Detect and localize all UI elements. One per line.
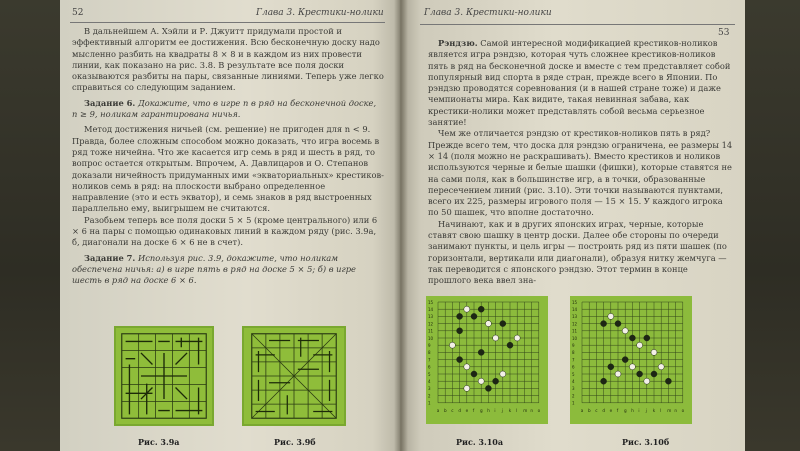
left-running-head: Глава 3. Крестики-нолики bbox=[256, 8, 384, 18]
left-page-number: 52 bbox=[72, 8, 84, 18]
left-paragraph-2: Метод достижения ничьей (см. решение) не пригоден для n < 9. Правда, более сложным способом можно доказать, что игра восемь в ряд тоже ничейна. Что же касается игр семь в ряд и шесть в ряд, то вопрос остается открытым. Впрочем, А. Давлицаров и О. Степанов доказали ничейность придуманных ими «экваториальных» крестиков-ноликов семь в ряд: на плоскости выбрано определенное направление (это и есть экватор), и семь знаков в ряд выстроенных параллельно ему, выигрышем не считаются. bbox=[72, 124, 384, 214]
go-b-row-label: 10 bbox=[572, 335, 578, 341]
go-b-row-label: 12 bbox=[572, 321, 578, 327]
go-b-col-label: d bbox=[602, 407, 606, 413]
go-a-col-label: c bbox=[451, 407, 454, 413]
go-a-row-label: 4 bbox=[428, 379, 431, 384]
figure-3-9b-board bbox=[242, 326, 346, 426]
go-a-row-label: 6 bbox=[428, 364, 431, 370]
go-a-white-stone bbox=[478, 378, 484, 384]
renju-label: Рэндзю. bbox=[438, 38, 478, 48]
right-text-block bbox=[428, 38, 733, 287]
renju-paragraph-1 bbox=[428, 38, 733, 128]
go-b-col-label: c bbox=[595, 407, 598, 413]
go-a-row-label: 15 bbox=[428, 299, 434, 305]
go-a-black-stone bbox=[457, 313, 463, 319]
go-b-row-label: 13 bbox=[572, 314, 578, 320]
go-a-white-stone bbox=[500, 371, 506, 377]
left-page bbox=[60, 0, 400, 451]
go-b-col-label: l bbox=[660, 407, 662, 413]
go-b-row-label: 4 bbox=[572, 379, 575, 384]
go-b-row-label: 3 bbox=[572, 386, 575, 392]
go-b-col-label: g bbox=[624, 407, 627, 413]
left-paragraph-1: В дальнейшем А. Хэйли и Р. Джуитт придумали простой и эффективный алгоритм ее достижения. Всю бесконечную доску надо мысленно разбить на квадраты 8 × 8 и в каждом из них провести линии, как показано на рис. 3.8. В результате все поля доски оказываются разбиты на пары, связанные линиями. Теперь уже легко справиться со следующим заданием. bbox=[72, 26, 384, 93]
go-b-col-label: i bbox=[638, 407, 640, 413]
go-b-row-label: 15 bbox=[572, 299, 578, 305]
go-b-row-label: 14 bbox=[572, 307, 578, 312]
go-a-col-label: n bbox=[530, 407, 534, 413]
go-b-col-label: a bbox=[580, 407, 584, 413]
go-b-white-stone bbox=[629, 364, 635, 370]
go-a-col-label: a bbox=[436, 407, 440, 413]
go-b-black-stone bbox=[615, 321, 621, 327]
go-a-row-label: 14 bbox=[428, 307, 434, 312]
go-a-white-stone bbox=[449, 342, 455, 348]
go-a-row-label: 1 bbox=[428, 400, 431, 406]
renju-paragraph-2: Чем же отличается рэндзю от крестиков-ноликов пять в ряд? Прежде всего тем, что доска для рэндзю ограничена, ее размеры 14 × 14 (поля можно не раскрашивать). Вместо крестиков и ноликов используются черные и белые шашки (фишки), которые ставятся не на сами поля, как в большинстве игр, а в точки, образованные пересечением линий (рис. 3.10). Эти точки называются пунктами, всего их 225, размеры игрового поля — 15 × 15. У каждого игрока по 50 шашек, что вполне достаточно. bbox=[428, 128, 733, 218]
go-b-black-stone bbox=[608, 364, 614, 370]
go-a-white-stone bbox=[464, 306, 470, 312]
figure-3-10b-board bbox=[570, 296, 692, 424]
right-page bbox=[400, 0, 745, 451]
renju-paragraph-3: Начинают, как и в других японских играх, черные, которые ставят свою шашку в центр доски. Далее обе стороны по очереди занимают пункты, и цель игры — построить ряд из пяти шашек (по горизонтали, вертикали или диагонали), образуя нитку жемчуга — так переводится с японского рэндзю. Этот термин в конце прошлого века ввел зна- bbox=[428, 218, 727, 286]
go-a-col-label: k bbox=[508, 407, 512, 413]
go-b-white-stone bbox=[644, 378, 650, 384]
figure-3-9a-drawing bbox=[116, 328, 212, 424]
go-a-row-label: 9 bbox=[428, 343, 431, 348]
go-a-col-label: m bbox=[523, 407, 528, 413]
go-b-white-stone bbox=[651, 349, 657, 355]
figure-3-9a-caption: Рис. 3.9а bbox=[138, 437, 180, 447]
go-a-white-stone bbox=[464, 364, 470, 370]
figure-3-9a-board bbox=[114, 326, 214, 426]
go-b-col-label: j bbox=[645, 407, 647, 413]
go-b-black-stone bbox=[622, 357, 628, 363]
go-a-row-label: 2 bbox=[428, 393, 431, 399]
go-b-col-label: k bbox=[652, 407, 656, 413]
figure-3-9b-drawing bbox=[244, 328, 344, 424]
go-b-col-label: b bbox=[588, 407, 591, 413]
go-a-col-label: o bbox=[537, 407, 541, 413]
left-paragraph-3: Разобьем теперь все поля доски 5 × 5 (кроме центрального) или 6 × 6 на пары с помощью одинаковых линий в каждом ряду (рис. 3.9а, б, диагонали на доске 6 × 6 не в счет). bbox=[72, 214, 378, 248]
go-a-row-label: 7 bbox=[428, 357, 431, 363]
go-b-black-stone bbox=[629, 335, 635, 341]
go-b-col-label: n bbox=[674, 407, 678, 413]
right-running-head: Глава 3. Крестики-нолики bbox=[424, 8, 552, 18]
go-a-white-stone bbox=[493, 335, 499, 341]
right-header-rule bbox=[420, 24, 735, 25]
go-a-row-label: 5 bbox=[428, 371, 431, 377]
go-a-row-label: 12 bbox=[428, 321, 434, 327]
go-a-black-stone bbox=[478, 306, 484, 312]
go-b-black-stone bbox=[601, 378, 607, 384]
go-b-row-label: 1 bbox=[572, 400, 575, 406]
go-a-black-stone bbox=[457, 357, 463, 363]
figure-3-9b-caption: Рис. 3.9б bbox=[274, 437, 316, 447]
right-page-number: 53 bbox=[718, 28, 730, 38]
go-b-white-stone bbox=[637, 342, 643, 348]
task-6 bbox=[72, 98, 384, 121]
go-b-row-label: 6 bbox=[572, 364, 575, 370]
go-a-black-stone bbox=[485, 385, 491, 391]
go-b-row-label: 2 bbox=[572, 393, 575, 399]
go-a-white-stone bbox=[464, 385, 470, 391]
figure-3-10a-caption: Рис. 3.10а bbox=[456, 437, 504, 447]
figure-3-10a-board bbox=[426, 296, 548, 424]
figure-3-10b-caption: Рис. 3.10б bbox=[622, 437, 670, 447]
go-b-black-stone bbox=[665, 378, 671, 384]
go-a-black-stone bbox=[493, 378, 499, 384]
go-b-white-stone bbox=[608, 313, 614, 319]
go-b-row-label: 5 bbox=[572, 371, 575, 377]
go-a-col-label: f bbox=[472, 407, 475, 413]
task-7-text: Используя рис. 3.9, докажите, что ноликам обеспечена ничья: а) в игре пять в ряд на доске 5 × 5; б) в игре шесть в ряд на доске 6 × 6. bbox=[72, 252, 356, 286]
renju-paragraph-1-text: Самой интересной модификацией крестиков-ноликов является игра рэндзю, которая чуть сложнее крестиков-ноликов пять в ряд на бесконечной доске и вместе с тем представляет собой популярный вид спорта в ряде стран, прежде всего в Японии. По рэндзю проводятся соревнования (и в нашей стране тоже) и даже чемпионаты мира. Как видите, такая невинная забава, как крестики-нолики может представлять собой весьма серьезное занятие! bbox=[428, 38, 731, 128]
go-a-row-label: 13 bbox=[428, 314, 434, 320]
task-7 bbox=[72, 253, 384, 287]
go-a-row-label: 8 bbox=[428, 350, 431, 356]
go-a-white-stone bbox=[485, 321, 491, 327]
go-b-row-label: 7 bbox=[572, 357, 575, 363]
go-b-black-stone bbox=[637, 371, 643, 377]
go-a-col-label: e bbox=[465, 407, 469, 413]
left-header-rule bbox=[70, 22, 385, 23]
left-text-block bbox=[72, 26, 384, 287]
task-6-label: Задание 6. bbox=[84, 97, 136, 108]
go-a-row-label: 11 bbox=[428, 328, 434, 334]
go-a-black-stone bbox=[457, 328, 463, 334]
figure-3-10a-drawing bbox=[426, 296, 548, 424]
go-a-white-stone bbox=[514, 335, 520, 341]
go-b-row-label: 8 bbox=[572, 350, 575, 356]
go-a-black-stone bbox=[471, 371, 477, 377]
go-a-row-label: 10 bbox=[428, 335, 434, 341]
go-b-white-stone bbox=[658, 364, 664, 370]
go-a-col-label: b bbox=[444, 407, 447, 413]
go-b-col-label: m bbox=[667, 407, 672, 413]
go-b-col-label: o bbox=[681, 407, 685, 413]
go-a-black-stone bbox=[471, 313, 477, 319]
go-a-black-stone bbox=[500, 321, 506, 327]
go-b-col-label: e bbox=[609, 407, 613, 413]
go-a-col-label: l bbox=[516, 407, 518, 413]
go-b-col-label: f bbox=[616, 407, 619, 413]
go-a-col-label: j bbox=[501, 407, 503, 413]
go-b-white-stone bbox=[622, 328, 628, 334]
go-a-col-label: g bbox=[480, 407, 483, 413]
go-b-col-label: h bbox=[631, 407, 634, 413]
go-b-row-label: 9 bbox=[572, 343, 575, 348]
task-6-text: Докажите, что в игре n в ряд на бесконечной доске, n ≥ 9, ноликам гарантирована ничья. bbox=[72, 97, 377, 120]
figure-3-10b-drawing bbox=[570, 296, 692, 424]
go-a-col-label: i bbox=[494, 407, 496, 413]
go-a-col-label: d bbox=[458, 407, 462, 413]
go-a-black-stone bbox=[478, 349, 484, 355]
go-b-black-stone bbox=[651, 371, 657, 377]
go-b-black-stone bbox=[601, 321, 607, 327]
go-b-white-stone bbox=[615, 371, 621, 377]
go-a-black-stone bbox=[507, 342, 513, 348]
go-b-black-stone bbox=[644, 335, 650, 341]
go-a-row-label: 3 bbox=[428, 386, 431, 392]
task-7-label: Задание 7. bbox=[84, 252, 136, 263]
go-a-col-label: h bbox=[487, 407, 490, 413]
go-b-row-label: 11 bbox=[572, 328, 578, 334]
book-gutter bbox=[394, 0, 408, 451]
